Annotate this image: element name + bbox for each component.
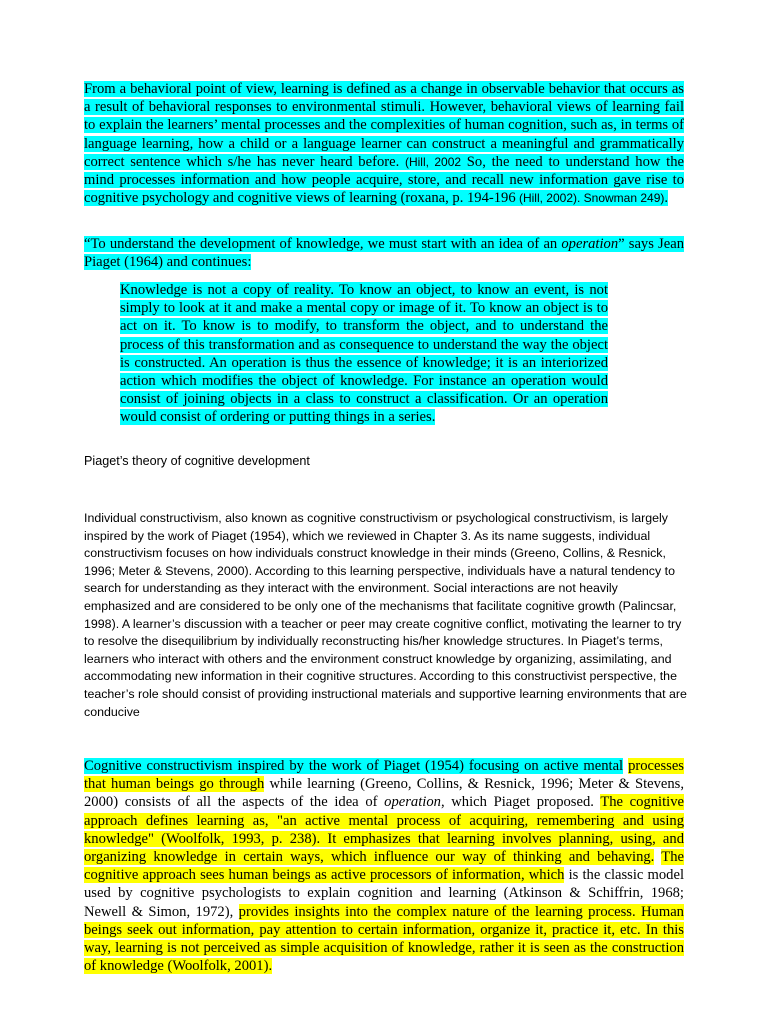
paragraph-cognitive-constructivism — [84, 757, 684, 975]
highlight-yellow: The cognitive approach sees human beings as active processors of information, which — [84, 849, 684, 884]
paragraph2-text-2: ” says Jean Piaget (1964) and continues: — [84, 236, 684, 271]
section-heading: Piaget’s theory of cognitive development — [84, 454, 310, 468]
highlight-yellow: The cognitive approach defines learning as, "an active mental process of acquiring, remembering and using knowledge" (Woolfolk, 1993, p. 238). It emphasizes that learning involves planning, using, and organizing knowledge in certain ways, which influence our way of thinking and behaving. — [84, 794, 684, 866]
highlight-yellow: processes that human beings go through — [84, 758, 684, 793]
plain-text: , which Piaget proposed. — [440, 794, 601, 811]
quote-text: Knowledge is not a copy of reality. To know an object, to know an event, is not simply to look at it and make a mental copy or image of it. To know an object is to act on it. To know is to modify, to transform the object, and to understand the process of this transformation and as consequence to understand the way the object is constructed. An operation is thus the essence of knowledge; it is an interiorized action which modifies the object of knowledge. For instance an operation would consist of joining objects in a class to construct a classification. Or an operation would consist of ordering or putting things in a series. — [120, 282, 608, 426]
block-quote-piaget — [120, 281, 608, 427]
plain-text: is the classic model used by cognitive psychologists to explain cognition and learning (Atkinson & Schiffrin, 1968; Newell & Simon, 1972), — [84, 867, 684, 920]
paragraph1-text-2: So, the need to understand how the mind processes information and how people acquire, store, and recall new information gave rise to cognitive psychology and cognitive views of learning (roxana, p. 194-196 — [84, 153, 684, 207]
highlight-cyan — [84, 81, 684, 206]
paragraph1-end: . — [664, 190, 669, 207]
citation-hill: (Hill, 2002 — [404, 154, 462, 169]
paragraph-piaget-intro — [84, 235, 684, 271]
highlight-cyan: Cognitive constructivism inspired by the work of Piaget (1954) focusing on active mental — [84, 758, 624, 774]
highlight-yellow: provides insights into the complex nature of the learning process. Human beings seek out information, pay attention to certain information, organize it, practice it, etc. In this way, learning is not perceived as simple acquisition of knowledge, rather it is seen as the construction of knowledge (Woolfolk, 2001). — [84, 903, 684, 975]
citation-hill-snowman: (Hill, 2002). Snowman 249) — [515, 191, 665, 206]
paragraph1-text: From a behavioral point of view, learning is defined as a change in observable behavior that occurs as a result of behavioral responses to environmental stimuli. However, behavioral views of learning fail to explain the learners’ mental processes and the complexities of human cognition, such as, in terms of language learning, how a child or a language learner can construct a meaningful and grammatically correct sentence which s/he has never heard before. — [84, 81, 684, 170]
italic-operation: operation — [561, 236, 619, 252]
highlight-cyan — [84, 236, 684, 270]
paragraph-individual-constructivism: Individual constructivism, also known as cognitive constructivism or psychological constructivism, is largely inspired by the work of Piaget (1954), which we reviewed in Chapter 3. As its name suggests, individual constructivism focuses on how individuals construct knowledge in their minds (Greeno, Collins, & Resnick, 1996; Meter & Stevens, 2000). According to this learning perspective, individuals have a natural tendency to search for understanding as they interact with the environment. Social interactions are not heavily emphasized and are considered to be only one of the mechanisms that facilitate cognitive growth (Palincsar, 1998). A learner’s discussion with a teacher or peer may create cognitive conflict, motivating the learner to try to resolve the disequilibrium by individually reconstructing his/her knowledge structures. In Piaget’s terms, learners who interact with others and the environment construct knowledge by organizing, assimilating, and accommodating new information in their cognitive structures. According to this constructivist perspective, the teacher’s role should consist of providing instructional materials and supportive learning environments that are conducive — [84, 511, 687, 719]
plain-text: while learning (Greeno, Collins, & Resnick, 1996; Meter & Stevens, 2000) consists of all the aspects of the idea of — [84, 776, 685, 811]
paragraph-behavioral-view — [84, 80, 684, 207]
italic-operation: operation — [384, 794, 441, 811]
paragraph2-text: “To understand the development of knowledge, we must start with an idea of an — [84, 236, 562, 252]
